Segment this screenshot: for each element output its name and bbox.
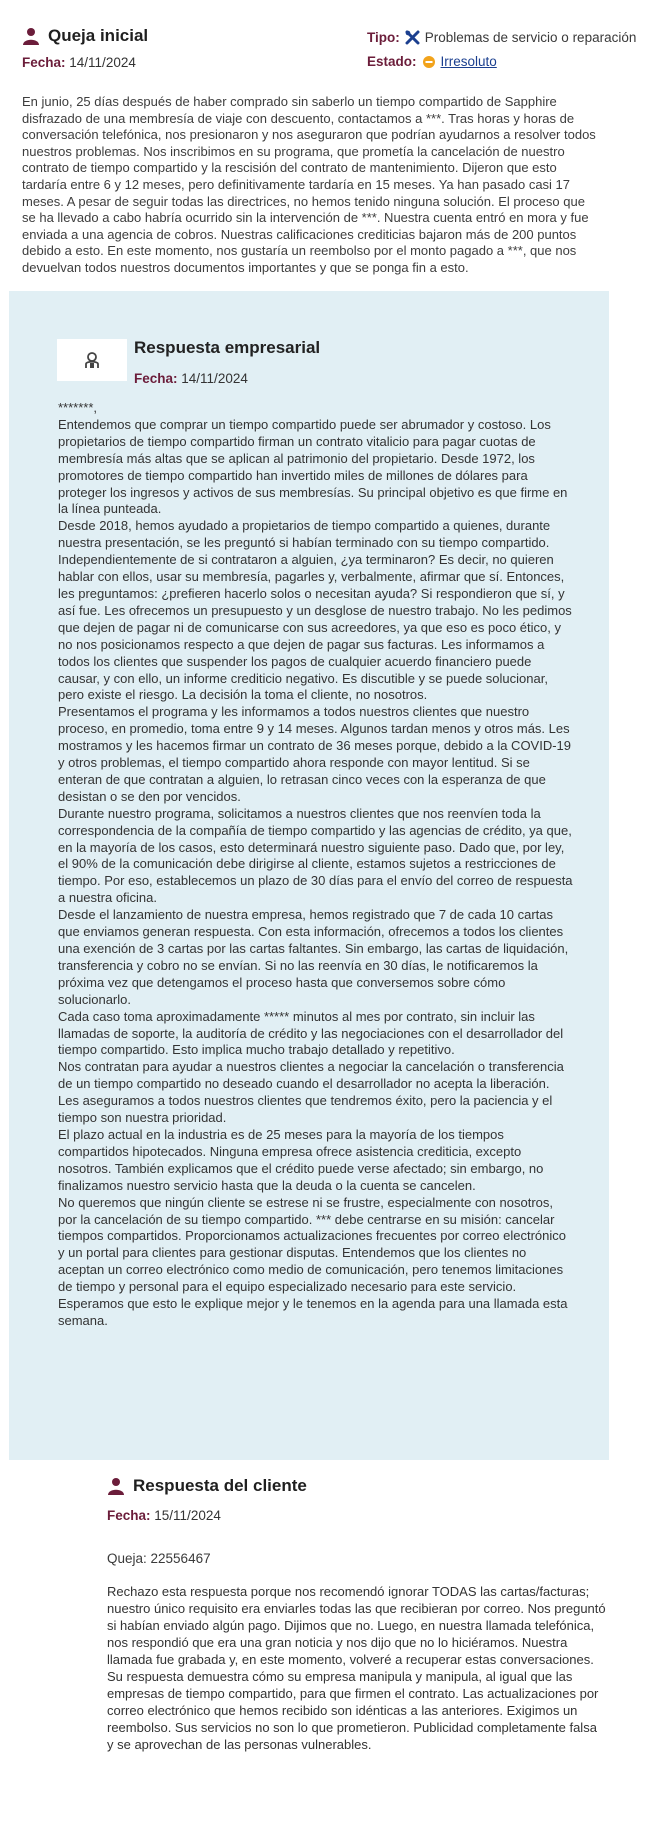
paragraph: El plazo actual en la industria es de 25 meses para la mayoría de los tiempos compartidos hipotecados. Ninguna empresa ofrece asistencia crediticia, excepto nosotros. También explicamos que el crédito puede verse afectado; sin embargo, no finalizamos nuestro servicio hasta que la deuda o la cuenta se cancelen. — [58, 1126, 544, 1193]
business-response-body — [58, 400, 573, 1330]
person-icon — [107, 1477, 125, 1495]
paragraph: Presentamos el programa y les informamos a todos nuestros clientes que nuestro proceso, en promedio, toma entre 9 y 14 meses. Algunos tardan menos y otros más. Les mostramos y les hacemos firmar un contrato de 36 meses porque, debido a la COVID-19 y otros problemas, el tiempo compartido ahora responde con mayor lentitud. Si se enteran de que contratan a alguien, lo retrasan cinco veces con la esperanza de que desistan o se den por vencidos. — [58, 704, 572, 804]
paragraph: Durante nuestro programa, solicitamos a nuestros clientes que nos reenvíen toda la correspondencia de la compañía de tiempo compartido y las agencias de crédito, ya que, en la mayoría de los casos, esto determinará nuestro siguiente paso. Dado que, por ley, el 90% de la comunicación debe dirigirse al cliente, estamos sujetos a restricciones de tiempo. Por eso, establecemos un plazo de 30 días para el envío del correo de respuesta a nuestra oficina. — [58, 805, 573, 906]
paragraph: Cada caso toma aproximadamente ***** minutos al mes por contrato, sin incluir las llamadas de soporte, la auditoría de crédito y las negociaciones con el desarrollador del tiempo compartido. Esto implica mucho trabajo detallado y repetitivo. — [58, 1008, 564, 1058]
complaint-date: Fecha: 14/11/2024 — [22, 55, 136, 70]
complaint-number: Queja: 22556467 — [107, 1551, 211, 1566]
paragraph: Entendemos que comprar un tiempo compartido puede ser abrumador y costoso. Los propietarios de tiempo compartido firman un contrato vitalicio para pagar cuotas de membresía más altas que se aplican al patrimonio del propietario. Desde 1972, los promotores de tiempo compartido han invertido miles de millones de dólares para proteger los ingresos y activos de sus membresías. Su principal objetivo es que firme en la línea punteada. — [58, 416, 568, 517]
customer-response-title: Respuesta del cliente — [133, 1476, 307, 1495]
business-placeholder-icon — [83, 351, 101, 369]
business-response-date: Fecha: 14/11/2024 — [134, 371, 248, 386]
person-icon — [22, 27, 40, 45]
tools-icon — [405, 30, 420, 45]
paragraph: No queremos que ningún cliente se estrese ni se frustre, especialmente con nosotros, por la cancelación de su tiempo compartido. *** debe centrarse en su misión: cancelar tiempos compartidos. Proporcionamos actualizaciones frecuentes por correo electrónico y un portal para clientes para gestionar disputas. Entendemos que los clientes no aceptan un correo electrónico como medio de comunicación, pero tenemos limitaciones de tiempo y personal para el equipo especializado necesario para este servicio. — [58, 1194, 566, 1295]
complaint-title-row — [22, 26, 148, 46]
paragraph: Desde 2018, hemos ayudado a propietarios de tiempo compartido a quienes, durante nuestra presentación, se les preguntó si habían terminado con su tiempo compartido. Independientemente de si contrataron a alguien, ¿ya terminaron? Es decir, no quieren hablar con ellos, usar su membresía, pagarles y, verbalmente, afirmar que sí. Entonces, les preguntamos: ¿prefieren hacerlo solos o necesitan ayuda? Si respondieron que sí, y así fue. Les ofrecemos un presupuesto y un desglose de nuestro trabajo. No les pedimos que dejen de pagar ni de comunicarse con sus acreedores, ya que eso es poco ético, y no nos posicionamos respecto a que dejen de pagar sus facturas. Les informamos a todos los clientes que suspender los pagos de cualquier acuerdo financiero puede causar, y con ello, un informe crediticio negativo. Es discutible y se puede solucionar, pero existe el riesgo. La decisión la toma el cliente, no nosotros. — [58, 518, 572, 703]
complaint-status-row: Estado: Irresoluto — [367, 54, 497, 69]
complaint-type-row: Tipo: Problemas de servicio o reparación — [367, 30, 637, 45]
business-response-title: Respuesta empresarial — [134, 338, 321, 357]
paragraph: *******, — [58, 400, 98, 415]
complaint-type: Problemas de servicio o reparación — [424, 30, 637, 45]
unresolved-status-icon — [422, 55, 436, 69]
paragraph: Esperamos que esto le explique mejor y le tenemos en la agenda para una llamada esta semana. — [58, 1296, 568, 1328]
complaint-title: Queja inicial — [48, 26, 149, 45]
customer-response-body: Rechazo esta respuesta porque nos recomendó ignorar TODAS las cartas/facturas; nuestro único requisito era enviarles todas las que recibieran por correo. Nos preguntó si habían enviado algún pago. Dijimos que no. Luego, en nuestra llamada telefónica, nos respondió que era una gran noticia y nos dijo que no lo hiciéramos. Nuestra llamada fue grabada y, en este momento, volveré a recuperar estas conversaciones. Su respuesta demuestra cómo su empresa manipula y manipula, al igual que las empresas de tiempo compartido, para que firmen el contrato. Las actualizaciones por correo electrónico que hemos recibido son idénticas a las anteriores. Exigimos un reembolso. Sus servicios no son lo que prometieron. Publicidad completamente falsa y se aprovechan de las personas vulnerables. — [107, 1584, 606, 1752]
customer-title-row — [107, 1476, 607, 1496]
customer-response-date: Fecha: 15/11/2024 — [107, 1508, 221, 1523]
paragraph: Desde el lanzamiento de nuestra empresa, hemos registrado que 7 de cada 10 cartas que enviamos generan respuesta. Con esta información, ofrecemos a todos los clientes una exención de 3 cartas por las cartas faltantes. Sin embargo, las cartas de liquidación, transferencia y cobro no se envían. Si no las reenvía en 30 días, le notificaremos la próxima vez que detengamos el proceso hasta que conversemos sobre cómo solucionarlo. — [58, 907, 569, 1007]
paragraph: Nos contratan para ayudar a nuestros clientes a negociar la cancelación o transferencia de un tiempo compartido no deseado cuando el desarrollador no acepta la liberación. Les aseguramos a todos nuestros clientes que tendremos éxito, pero la paciencia y el tiempo son nuestra prioridad. — [58, 1059, 564, 1126]
complaint-body: En junio, 25 días después de haber comprado sin saberlo un tiempo compartido de Sapphire disfrazado de una membresía de viaje con descuento, contactamos a ***. Tras horas y horas de conversación telefónica, nos presionaron y nos aseguraron que podrían ayudarnos a resolver todos nuestros problemas. Nos inscribimos en su programa, que prometía la cancelación de nuestro contrato de tiempo compartido y la rescisión del contrato de mantenimiento. Dijeron que esto tardaría entre 6 y 12 meses, pero definitivamente tardaría en 15 meses. Ya han pasado casi 17 meses. A pesar de seguir todas las directrices, no hemos tenido ninguna solución. El proceso que se ha llevado a cabo habría ocurrido sin la intervención de ***. Nuestra cuenta entró en mora y fue enviada a una agencia de cobros. Nuestras calificaciones crediticias bajaron más de 200 puntos debido a esto. En este momento, nos gustaría un reembolso por el monto pagado a ***, que nos devuelvan todos nuestros documentos importantes y que se ponga fin a esto. — [22, 94, 596, 275]
business-response — [9, 291, 609, 1460]
customer-response — [107, 1476, 607, 1753]
complaint-meta — [367, 30, 664, 78]
status-link[interactable]: Irresoluto — [440, 54, 497, 69]
business-logo — [57, 339, 127, 381]
